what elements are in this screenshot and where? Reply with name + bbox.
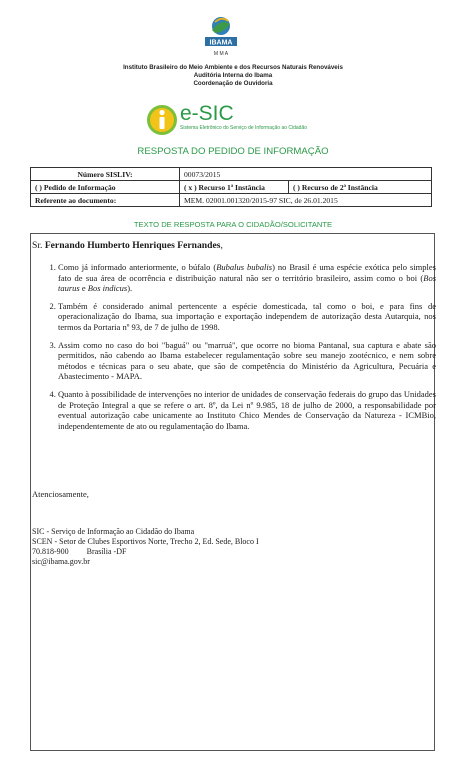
recurso-2-option: ( ) Recurso de 2ª Instância <box>289 181 432 194</box>
numero-value: 00073/2015 <box>180 168 432 181</box>
header-audit: Auditória Interna do Ibama <box>193 72 273 79</box>
header-ouvidoria: Coordenação de Ouvidoria <box>193 80 273 87</box>
greeting-prefix: Sr. <box>32 240 45 251</box>
list-item: 2. Também é considerado animal pertencente a espécie domesticada, tal como o boi, e para fins de operacionalização do Ibama, sua importação e exportação independem de autorização desta Autarquia, nos termos da Portaria nº 93, de 7 de julho de 1998. <box>58 301 436 333</box>
ibama-logo-sub: M M A <box>213 51 229 57</box>
footer-cep: 70.818-900 <box>32 547 69 556</box>
header-institute: Instituto Brasileiro do Meio Ambiente e dos Recursos Naturais Renováveis <box>123 64 343 71</box>
recipient-name: Fernando Humberto Henriques Fernandes <box>44 240 221 251</box>
esic-title: e-SIC <box>180 102 234 125</box>
esic-subtitle: Sistema Eletrônico do Serviço de Informação ao Cidadão <box>180 125 308 131</box>
footer-email: sic@ibama.gov.br <box>32 557 90 566</box>
recurso-1-option: ( x ) Recurso 1ª Instância <box>180 181 289 194</box>
referente-label: Referente ao documento: <box>31 194 180 207</box>
pedido-option: ( ) Pedido de Informação <box>31 181 180 194</box>
footer-sic: SIC - Serviço de Informação ao Cidadão do Ibama <box>32 527 195 536</box>
list-item: 1. Como já informado anteriormente, o búfalo (Bubalus bubalis) no Brasil é uma espécie exótica pelo simples fato de sua área de ocorrência e distribuição natural não ser o território brasileiro, assim como o boi (Bos taurus e Bos indicus). <box>58 262 436 294</box>
footer-cep-city <box>32 547 126 558</box>
list-item: 4. Quanto à possibilidade de intervenções no interior de unidades de conservação federais do grupo das Unidades de Proteção Integral a que se refere o art. 8º, da Lei nº 9.985, 18 de julho de 2000, a responsabilidade por eventual autorização cabe unicamente ao Instituto Chico Mendes de Conservação da Natureza - ICMBio, independentemente de ato ou regulamentação do Ibama. <box>58 389 436 431</box>
numero-label: Número SISLIV: <box>31 168 180 181</box>
greeting-suffix: , <box>220 240 223 251</box>
closing: Atenciosamente, <box>32 489 89 499</box>
response-list <box>34 262 436 438</box>
footer-city: Brasília -DF <box>86 547 127 556</box>
greeting <box>32 240 223 251</box>
esic-info-icon <box>146 103 178 139</box>
section-title: TEXTO DE RESPOSTA PARA O CIDADÃO/SOLICITANTE <box>133 220 333 229</box>
doc-title: RESPOSTA DO PEDIDO DE INFORMAÇÃO <box>137 146 329 157</box>
referente-value: MEM. 02001.001320/2015-97 SIC, de 26.01.2015 <box>180 194 432 207</box>
list-item: 3. Assim como no caso do boi "baguá" ou "marruá", que ocorre no bioma Pantanal, sua captura e abate são permitidos, não cabendo ao Ibama estabelecer regulamentação sobre seu manejo zootécnico, e nem sobre métodos e técnicas para o seu abate, que são de competência do Ministério da Agricultura, Pecuária e Abastecimento - MAPA. <box>58 340 436 382</box>
ibama-logo-text: IBAMA <box>209 39 233 47</box>
request-info-table <box>30 167 432 207</box>
ibama-logo <box>195 12 247 60</box>
footer-address: SCEN - Setor de Clubes Esportivos Norte, Trecho 2, Ed. Sede, Bloco I <box>32 537 259 546</box>
